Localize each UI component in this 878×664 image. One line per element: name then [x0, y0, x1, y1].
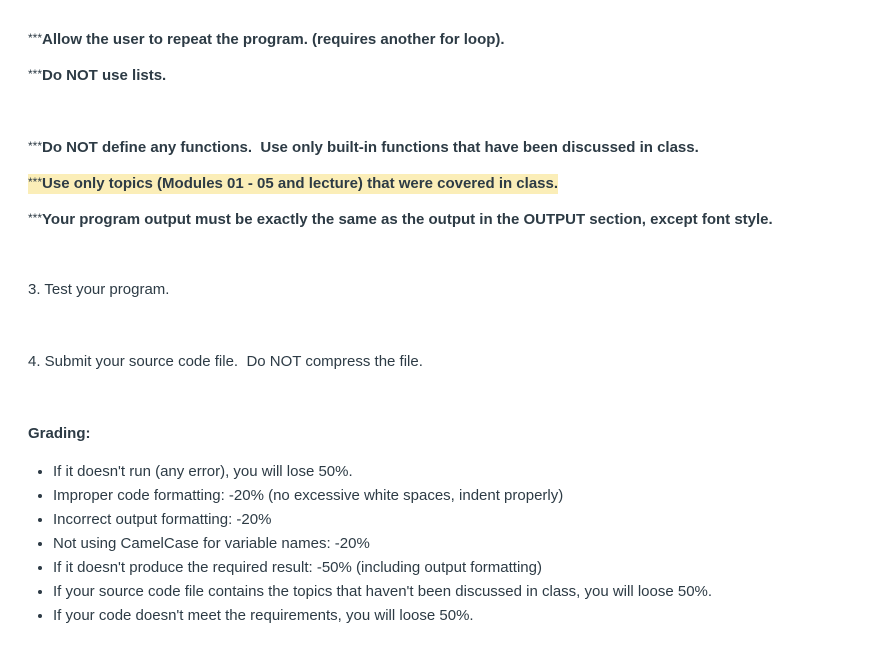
- highlighted-requirement: [28, 174, 558, 194]
- requirement-topics-text: Use only topics (Modules 01 - 05 and lecture) that were covered in class.: [42, 175, 559, 192]
- requirement-topics: [28, 172, 558, 194]
- requirement-stars: ***: [28, 175, 43, 189]
- grading-list: [28, 460, 712, 628]
- grading-item: • If your source code file contains the topics that haven't been discussed in class, you will loose 50%.: [53, 580, 712, 604]
- requirement-no-lists: [28, 64, 166, 86]
- requirement-no-functions: [28, 136, 699, 158]
- grading-item: • If your code doesn't meet the requirements, you will loose 50%.: [53, 604, 712, 628]
- requirement-stars: ***: [28, 211, 43, 225]
- grading-item: • If it doesn't produce the required result: -50% (including output formatting): [53, 556, 712, 580]
- grading-item: • If it doesn't run (any error), you will lose 50%.: [53, 460, 712, 484]
- requirement-repeat-text: Allow the user to repeat the program. (requires another for loop).: [42, 31, 505, 48]
- requirement-no-functions-text: Do NOT define any functions. Use only built-in functions that have been discussed in class.: [42, 139, 699, 156]
- step-submit: 4. Submit your source code file. Do NOT compress the file.: [28, 353, 423, 370]
- requirement-stars: ***: [28, 31, 43, 45]
- grading-item: • Not using CamelCase for variable names: -20%: [53, 532, 712, 556]
- requirement-output-match-text: Your program output must be exactly the same as the output in the OUTPUT section, except font style.: [42, 211, 773, 228]
- step-test: 3. Test your program.: [28, 281, 170, 298]
- requirement-stars: ***: [28, 67, 43, 81]
- grading-item: • Improper code formatting: -20% (no excessive white spaces, indent properly): [53, 484, 712, 508]
- requirement-no-lists-text: Do NOT use lists.: [42, 67, 167, 84]
- grading-item: • Incorrect output formatting: -20%: [53, 508, 712, 532]
- requirement-repeat: [28, 28, 505, 50]
- grading-heading: Grading:: [28, 425, 91, 442]
- requirement-output-match: [28, 208, 773, 230]
- requirement-stars: ***: [28, 139, 43, 153]
